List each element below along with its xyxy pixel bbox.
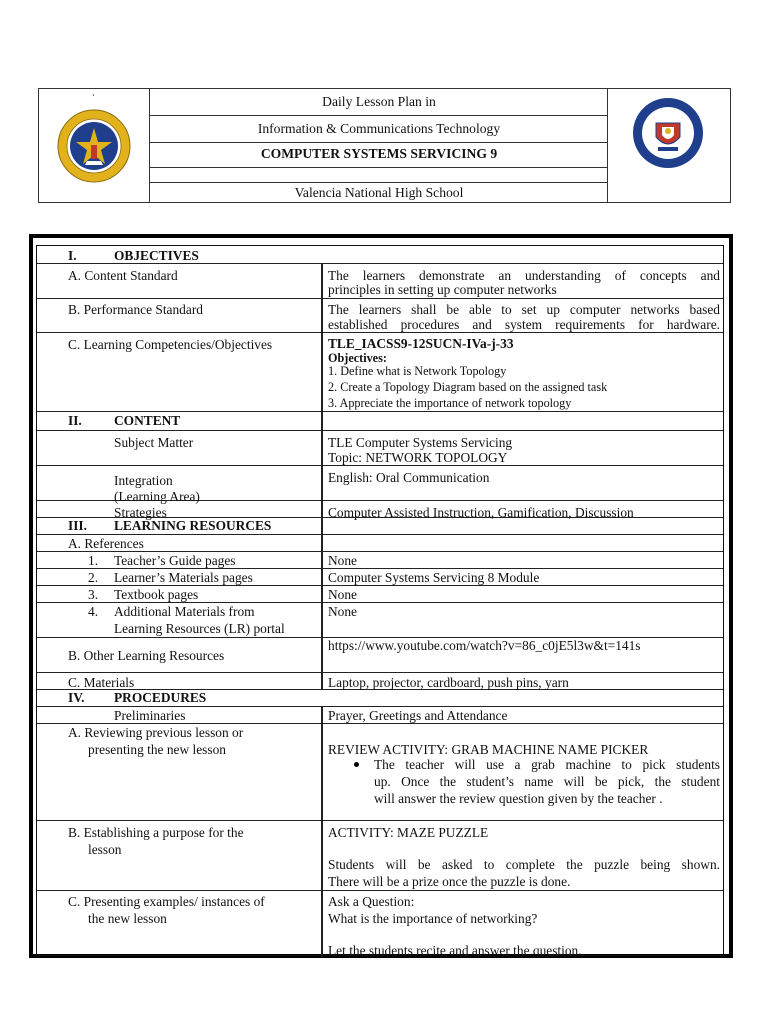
section-number: I. bbox=[68, 248, 77, 263]
section-title: CONTENT bbox=[114, 413, 181, 428]
header-course-title: COMPUTER SYSTEMS SERVICING 9 bbox=[260, 146, 498, 161]
examples-line: Ask a Question: bbox=[328, 894, 415, 909]
references-row bbox=[37, 535, 723, 552]
row-label: Learning Resources (LR) portal bbox=[114, 621, 285, 636]
other-resources-link[interactable]: https://www.youtube.com/watch?v=86_c0jE5l3w&t=141s bbox=[328, 638, 641, 653]
right-seal-bottom-label bbox=[608, 90, 609, 91]
lesson-plan-table-frame bbox=[29, 234, 733, 958]
row-label: B. Performance Standard bbox=[68, 302, 203, 317]
textbook-row bbox=[37, 586, 723, 603]
row-label: C. Materials bbox=[68, 675, 135, 690]
section-title: LEARNING RESOURCES bbox=[114, 518, 272, 533]
row-number: 4. bbox=[88, 604, 99, 619]
section-objectives-row bbox=[37, 246, 723, 264]
header-subject: Information & Communications Technology bbox=[257, 121, 501, 136]
row-number: 3. bbox=[88, 587, 99, 602]
deped-division-seal-icon bbox=[57, 109, 131, 183]
examples-line: Let the students recite and answer the question. bbox=[328, 943, 582, 958]
reviewing-row bbox=[37, 724, 723, 821]
competency-code: TLE_IACSS9-12SUCN-IVa-j-33 bbox=[328, 336, 514, 351]
materials-row bbox=[37, 673, 723, 690]
performance-standard-line: The learners shall be able to set up computer networks based bbox=[328, 302, 720, 317]
row-label: A. Reviewing previous lesson or bbox=[68, 725, 244, 740]
objective-item: 2. Create a Topology Diagram based on the assigned task bbox=[328, 380, 608, 394]
lesson-plan-header bbox=[38, 88, 731, 203]
purpose-row bbox=[37, 821, 723, 891]
row-number: 2. bbox=[88, 570, 99, 585]
header-daily-lesson-plan: Daily Lesson Plan in bbox=[322, 94, 436, 109]
textbook-value: None bbox=[328, 587, 358, 602]
strategies-row bbox=[37, 501, 723, 518]
row-label: A. Content Standard bbox=[68, 268, 178, 283]
header-right-logo-cell bbox=[607, 89, 730, 202]
row-label: C. Learning Competencies/Objectives bbox=[68, 337, 273, 352]
maze-activity-line: There will be a prize once the puzzle is done. bbox=[328, 874, 571, 889]
performance-standard-row bbox=[37, 299, 723, 333]
review-activity-line: The teacher will use a grab machine to pick students bbox=[374, 757, 720, 772]
review-activity-line: up. Once the student’s name will be pick, the student bbox=[374, 774, 720, 789]
materials-value: Laptop, projector, cardboard, push pins, yarn bbox=[328, 675, 569, 690]
objective-item: 1. Define what is Network Topology bbox=[328, 364, 507, 378]
review-activity-line: will answer the review question given by the teacher . bbox=[374, 791, 663, 806]
preliminaries-row bbox=[37, 707, 723, 724]
section-resources-row bbox=[37, 518, 723, 535]
subject-matter-row bbox=[37, 431, 723, 466]
section-number: II. bbox=[68, 413, 82, 428]
header-line-3 bbox=[150, 143, 608, 168]
strategies-value: Computer Assisted Instruction, Gamification, Discussion bbox=[328, 505, 634, 520]
row-label: B. Establishing a purpose for the bbox=[68, 825, 244, 840]
additional-materials-row bbox=[37, 603, 723, 638]
row-number: 1. bbox=[88, 553, 99, 568]
examples-line: What is the importance of networking? bbox=[328, 911, 538, 926]
integration-value: English: Oral Communication bbox=[328, 470, 490, 485]
row-label: B. Other Learning Resources bbox=[68, 648, 225, 663]
row-label: C. Presenting examples/ instances of bbox=[68, 894, 265, 909]
header-title-block bbox=[150, 89, 608, 202]
objective-item: 3. Appreciate the importance of network topology bbox=[328, 396, 572, 410]
row-label: the new lesson bbox=[88, 911, 167, 926]
left-seal-bottom-label bbox=[39, 90, 40, 91]
section-content-row bbox=[37, 412, 723, 431]
header-line-1 bbox=[150, 89, 608, 116]
header-school-name: Valencia National High School bbox=[294, 185, 464, 200]
row-label: Textbook pages bbox=[114, 587, 199, 602]
bullet-icon bbox=[354, 762, 359, 767]
competencies-row bbox=[37, 333, 723, 412]
maze-activity-title: ACTIVITY: MAZE PUZZLE bbox=[328, 825, 489, 840]
examples-row bbox=[37, 891, 723, 957]
review-activity-title: REVIEW ACTIVITY: GRAB MACHINE NAME PICKER bbox=[328, 742, 649, 757]
content-standard-line: The learners demonstrate an understanding of concepts and bbox=[328, 268, 720, 283]
other-resources-row bbox=[37, 638, 723, 673]
lesson-plan-table bbox=[36, 245, 724, 956]
objectives-heading: Objectives: bbox=[328, 351, 387, 365]
topic-line: Topic: NETWORK TOPOLOGY bbox=[328, 450, 508, 465]
performance-standard-line: established procedures and system requirements for hardware. bbox=[328, 317, 720, 332]
header-line-5 bbox=[150, 183, 608, 202]
section-procedures-row bbox=[37, 690, 723, 707]
additional-materials-value: None bbox=[328, 604, 358, 619]
header-left-logo-cell bbox=[39, 89, 150, 202]
section-number: III. bbox=[68, 518, 87, 533]
row-label: Learner’s Materials pages bbox=[114, 570, 253, 585]
section-title: OBJECTIVES bbox=[114, 248, 199, 263]
row-label: presenting the new lesson bbox=[88, 742, 226, 757]
corner-mark: ‘ bbox=[92, 92, 95, 102]
section-number: IV. bbox=[68, 690, 85, 705]
integration-row bbox=[37, 466, 723, 504]
learners-materials-value: Computer Systems Servicing 8 Module bbox=[328, 570, 540, 585]
row-label: Strategies bbox=[114, 505, 167, 520]
row-label: Subject Matter bbox=[114, 435, 194, 450]
row-label: (Learning Area) bbox=[114, 489, 200, 504]
content-standard-line: principles in setting up computer networks bbox=[328, 282, 557, 297]
row-label: A. References bbox=[68, 536, 144, 551]
header-line-2 bbox=[150, 116, 608, 143]
subject-matter-line: TLE Computer Systems Servicing bbox=[328, 435, 513, 450]
row-label: Preliminaries bbox=[114, 708, 186, 723]
learners-materials-row bbox=[37, 569, 723, 586]
teachers-guide-value: None bbox=[328, 553, 358, 568]
maze-activity-line: Students will be asked to complete the puzzle being shown. bbox=[328, 857, 720, 872]
header-line-4 bbox=[150, 168, 608, 183]
row-label: Integration bbox=[114, 473, 173, 488]
row-label: Additional Materials from bbox=[114, 604, 255, 619]
preliminaries-value: Prayer, Greetings and Attendance bbox=[328, 708, 508, 723]
row-label: Teacher’s Guide pages bbox=[114, 553, 236, 568]
section-title: PROCEDURES bbox=[114, 690, 207, 705]
row-label: lesson bbox=[88, 842, 122, 857]
content-standard-row bbox=[37, 264, 723, 299]
teachers-guide-row bbox=[37, 552, 723, 569]
deped-seal-icon bbox=[632, 97, 704, 169]
